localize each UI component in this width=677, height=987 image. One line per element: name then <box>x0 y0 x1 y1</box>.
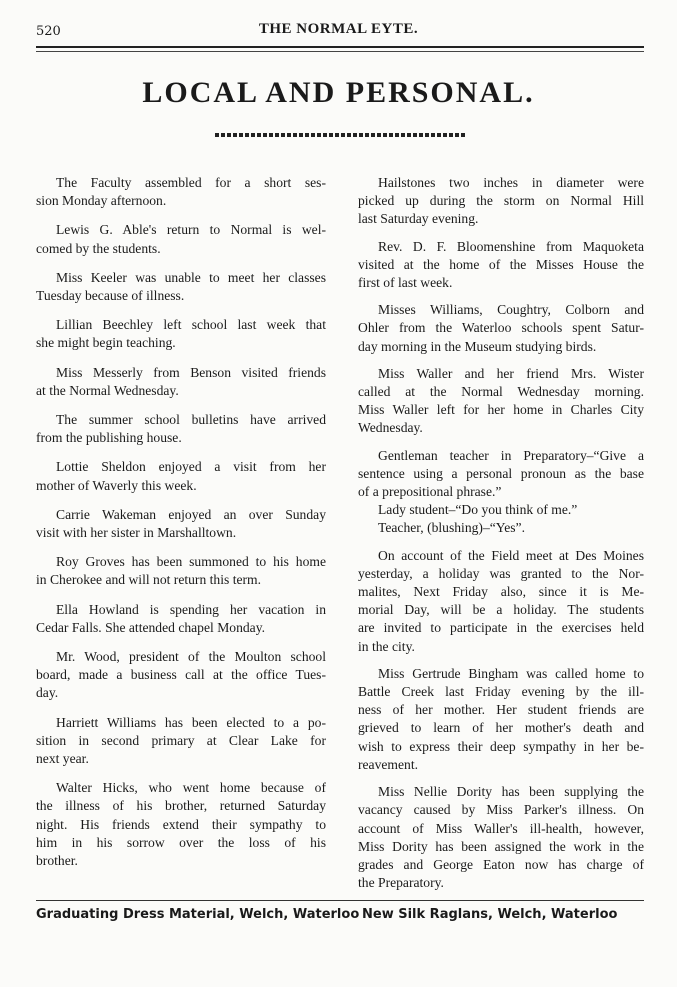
text-line: morial Day, will be a holiday. The students <box>358 602 644 618</box>
text-line: first of last week. <box>358 275 453 291</box>
news-item <box>358 301 644 356</box>
text-line: Cedar Falls. She attended chapel Monday. <box>36 619 266 635</box>
text-line: Miss Dority has been assigned the work in the <box>358 838 644 854</box>
news-item <box>358 783 644 892</box>
running-title: THE NORMAL EYTE. <box>258 21 419 37</box>
text-line: Lottie Sheldon enjoyed a visit from her <box>56 459 326 475</box>
text-line: Lewis G. Able's return to Normal is wel- <box>56 222 326 238</box>
page-number: 520 <box>36 24 61 39</box>
news-item <box>36 221 326 257</box>
ornamental-divider <box>215 133 465 137</box>
news-item <box>36 458 326 494</box>
text-line: account of Miss Waller's ill-health, however, <box>358 820 644 836</box>
text-line: Ella Howland is spending her vacation in <box>56 601 326 617</box>
text-line: Harriett Williams has been elected to a po- <box>56 714 326 730</box>
text-line: Ohler from the Waterloo schools spent Satur- <box>358 320 644 336</box>
news-item <box>36 411 326 447</box>
news-item <box>358 174 644 229</box>
text-line: are invited to participate in the exercises held <box>358 620 644 636</box>
text-line: she might begin teaching. <box>36 335 176 351</box>
text-line: brother. <box>36 853 78 869</box>
text-line: Misses Williams, Coughtry, Colborn and <box>378 302 644 318</box>
text-line: Lady student–“Do you think of me.” <box>378 502 578 518</box>
news-item <box>36 648 326 703</box>
news-item <box>36 269 326 305</box>
text-line: Wednesday. <box>358 420 423 436</box>
text-line: in the city. <box>358 638 415 654</box>
text-line: sion Monday afternoon. <box>36 193 167 209</box>
text-line: Mr. Wood, president of the Moulton school <box>56 649 326 665</box>
news-item <box>36 714 326 769</box>
text-line: Miss Gertrude Bingham was called home to <box>378 665 644 681</box>
text-line: Miss Messerly from Benson visited friends <box>56 364 326 380</box>
news-item <box>358 547 644 656</box>
news-item <box>358 447 644 538</box>
footer-rule <box>36 900 644 901</box>
text-line: sition in second primary at Clear Lake for <box>36 732 326 748</box>
text-line: Miss Waller left for her home in Charles City <box>358 402 644 418</box>
text-line: The Faculty assembled for a short ses- <box>56 175 326 190</box>
news-item <box>36 364 326 400</box>
text-line: night. His friends extend their sympathy to <box>36 816 326 832</box>
text-line: in Cherokee and will not return this term. <box>36 572 262 588</box>
text-line: picked up during the storm on Normal Hill <box>358 193 644 209</box>
left-column <box>36 174 326 881</box>
right-column <box>358 174 644 901</box>
text-line: Miss Nellie Dority has been supplying the <box>378 784 644 800</box>
text-line: of a prepositional phrase.” <box>358 484 502 500</box>
text-line: Battle Creek last Friday evening by the ill- <box>358 684 644 700</box>
text-line: vacancy caused by Miss Parker's illness. On <box>358 802 644 818</box>
text-line: Teacher, (blushing)–“Yes”. <box>378 520 525 536</box>
news-item <box>36 601 326 637</box>
news-item <box>36 174 326 210</box>
text-line: Miss Keeler was unable to meet her classes <box>56 269 326 285</box>
text-line: at the Normal Wednesday. <box>36 382 179 398</box>
text-line: Gentleman teacher in Preparatory–“Give a <box>378 447 644 463</box>
text-line: sentence using a personal pronoun as the base <box>358 465 644 481</box>
text-line: last Saturday evening. <box>358 211 479 227</box>
text-line: Carrie Wakeman enjoyed an over Sunday <box>56 506 326 522</box>
text-line: Lillian Beechley left school last week that <box>56 317 326 333</box>
news-item <box>358 238 644 293</box>
text-line: the illness of his brother, returned Saturday <box>36 798 326 814</box>
header-rule-thin <box>36 51 644 52</box>
text-line: him in his sorrow over the loss of his <box>36 834 326 850</box>
text-line: next year. <box>36 751 89 767</box>
news-item <box>358 365 644 438</box>
text-line: ness of her mother. Her student friends are <box>358 702 644 718</box>
text-line: grades and George Eaton now has charge of <box>358 856 644 872</box>
text-line: yesterday, a holiday was granted to the Nor- <box>358 565 644 581</box>
text-line: board, made a business call at the office Tues- <box>36 667 326 683</box>
text-line: grieved to learn of her mother's death and <box>358 720 644 736</box>
text-line: day morning in the Museum studying birds. <box>358 338 597 354</box>
footer-ad-left: Graduating Dress Material, Welch, Waterloo <box>36 907 360 922</box>
text-line: Tuesday because of illness. <box>36 288 185 304</box>
text-line: Roy Groves has been summoned to his home <box>56 554 326 570</box>
text-line: Hailstones two inches in diameter were <box>378 175 644 190</box>
footer-ad-right: New Silk Raglans, Welch, Waterloo <box>362 907 618 922</box>
text-line: wish to express their deep sympathy in her be- <box>358 738 644 754</box>
news-item <box>36 506 326 542</box>
text-line: comed by the students. <box>36 240 161 256</box>
news-item <box>36 779 326 870</box>
text-line: Walter Hicks, who went home because of <box>56 780 326 796</box>
header-rule <box>36 46 644 48</box>
text-line: reavement. <box>358 756 419 772</box>
text-line: malites, Next Friday also, since it is Me- <box>358 584 644 600</box>
text-line: from the publishing house. <box>36 430 182 446</box>
text-line: mother of Waverly this week. <box>36 477 197 493</box>
text-line: On account of the Field meet at Des Moines <box>378 547 644 563</box>
text-line: Miss Waller and her friend Mrs. Wister <box>378 365 644 381</box>
text-line: called at the Normal Wednesday morning. <box>358 384 644 400</box>
section-title: LOCAL AND PERSONAL. <box>142 76 535 109</box>
text-line: visited at the home of the Misses House the <box>358 256 644 272</box>
text-line: the Preparatory. <box>358 875 444 891</box>
news-item <box>358 665 644 774</box>
news-item <box>36 553 326 589</box>
text-line: Rev. D. F. Bloomenshine from Maquoketa <box>378 238 644 254</box>
text-line: visit with her sister in Marshalltown. <box>36 525 237 541</box>
text-line: day. <box>36 685 59 701</box>
text-line: The summer school bulletins have arrived <box>56 412 326 428</box>
news-item <box>36 316 326 352</box>
